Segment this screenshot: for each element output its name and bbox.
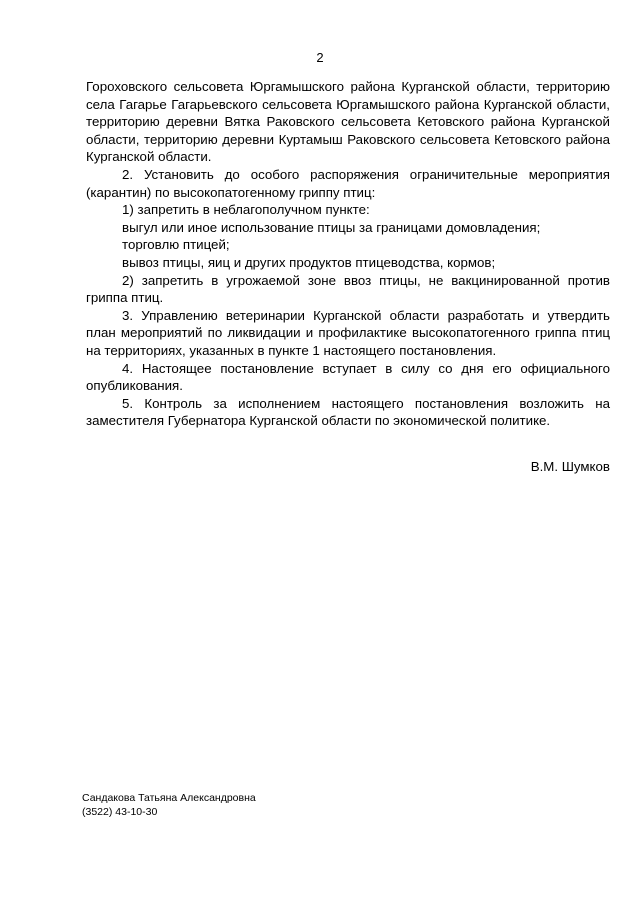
paragraph-prohibit-outbreak: 1) запретить в неблагополучном пункте: — [122, 202, 370, 218]
paragraph-control: 5. Контроль за исполнением настоящего постановления возложить на заместителя Губернатора Курганской области по экономической политике. — [86, 395, 610, 429]
executor-phone: (3522) 43-10-30 — [82, 806, 158, 818]
paragraph-prohibit-threatened: 2) запретить в угрожаемой зоне ввоз птицы, не вакцинированной против гриппа птиц. — [86, 272, 610, 306]
paragraph-territories: Гороховского сельсовета Юргамышского района Курганской области, территорию села Гагарье Гагарьевского сельсовета Юргамышского района Курганской области, территорию деревни Вятка Раковского сельсовета Кетовского района Курганской области, территорию деревни Куртамыш Раковского сельсовета Кетовского района Курганской области. — [86, 79, 610, 165]
paragraph-trade: торговлю птицей; — [122, 237, 230, 253]
executor-name: Сандакова Татьяна Александровна — [82, 792, 256, 804]
paragraph-walking: выгул или иное использование птицы за границами домовладения; — [122, 219, 541, 235]
document-body — [86, 78, 610, 430]
paragraph-effective: 4. Настоящее постановление вступает в силу со дня его официального опубликования. — [86, 360, 610, 394]
paragraph-quarantine: 2. Установить до особого распоряжения ограничительные мероприятия (карантин) по высокопатогенному гриппу птиц: — [86, 166, 610, 200]
executor-block — [82, 791, 256, 819]
page-number: 2 — [316, 50, 324, 65]
paragraph-veterinary-plan: 3. Управлению ветеринарии Курганской области разработать и утвердить план мероприятий по ликвидации и профилактике высокопатогенного гриппа птиц на территориях, указанных в пункте 1 настоящего постановления. — [86, 307, 610, 358]
paragraph-export: вывоз птицы, яиц и других продуктов птицеводства, кормов; — [122, 254, 496, 270]
signature: В.М. Шумков — [530, 459, 610, 474]
